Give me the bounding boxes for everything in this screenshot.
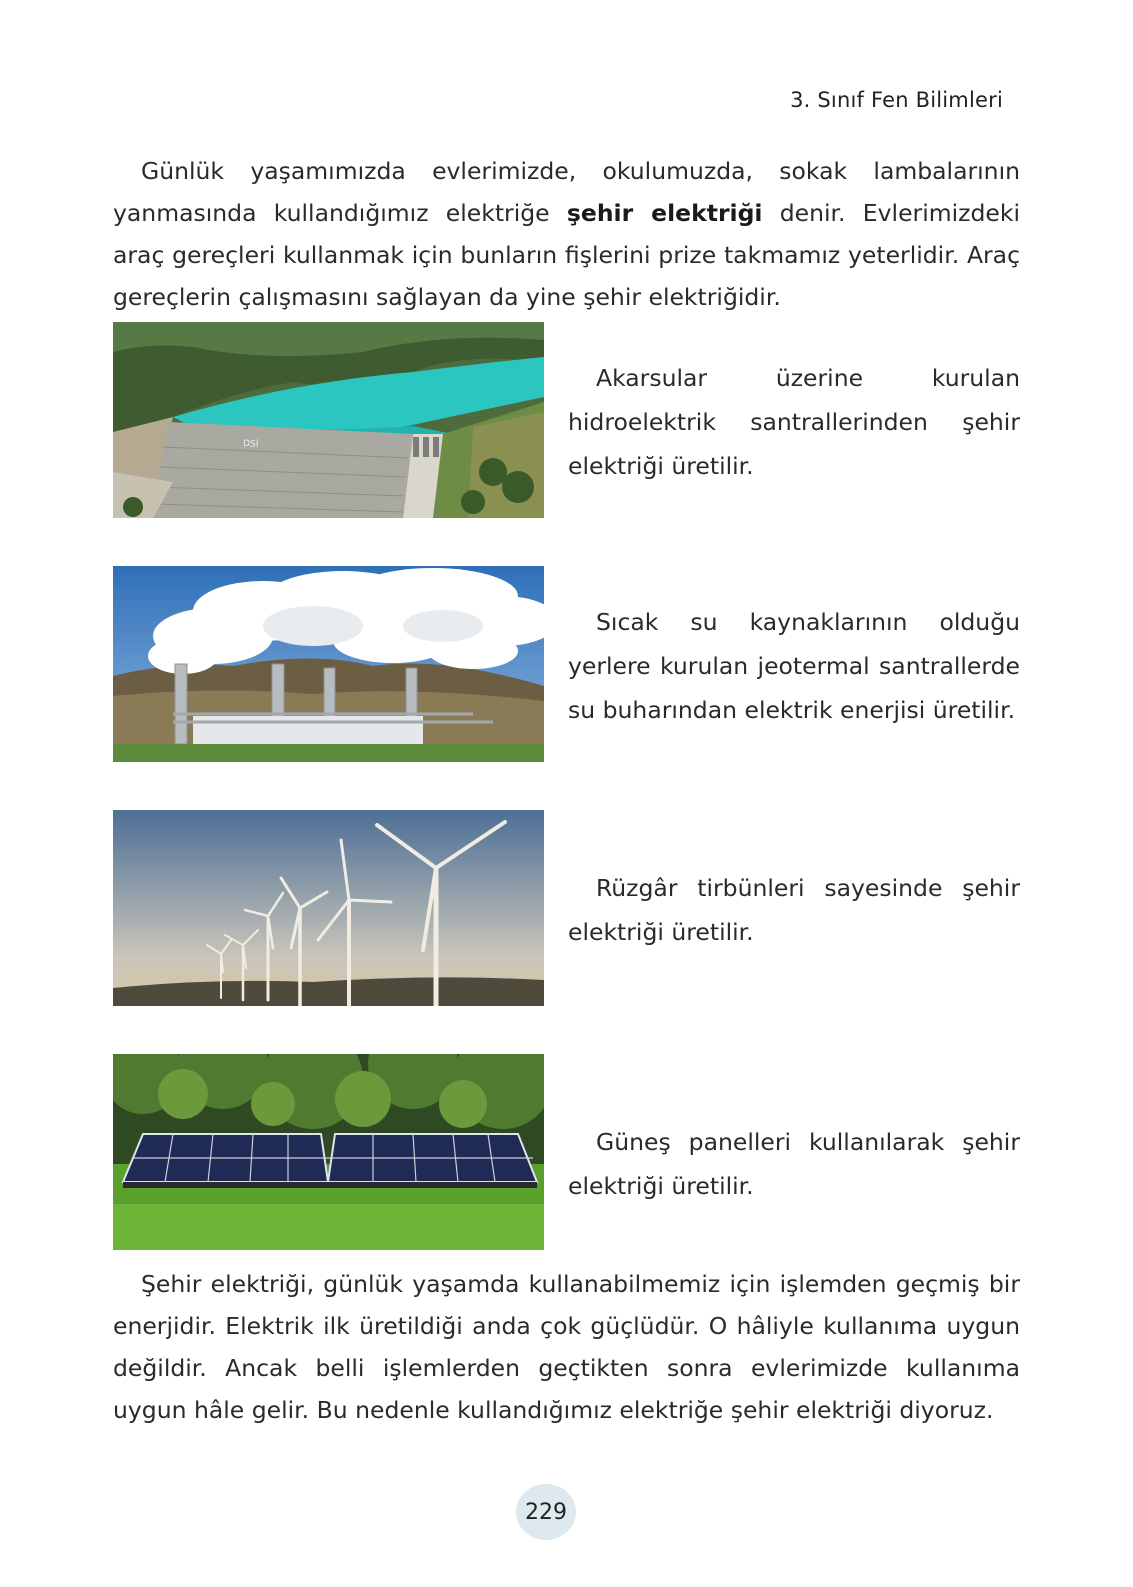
wind-turbines-photo [113,810,544,1006]
solar-panels-photo [113,1054,544,1250]
dam-label: DSİ [242,439,259,450]
wind-turbines-illustration [113,810,544,1006]
geothermal-plant-photo [113,566,544,762]
intro-paragraph [113,150,1020,318]
intro-text-end: denir. Evlerimizdeki araç gereçleri kullanmak için bunların fişlerini prize takmamız yeterlidir. Araç gereçlerin çalışmasını sağlayan da yine şehir elektriğidir. [113,199,1020,311]
geothermal-caption: Sıcak su kaynaklarının olduğu yerlere kurulan jeotermal santrallerde su buharından elektrik enerjisi üretilir. [568,608,1020,724]
book-title: 3. Sınıf Fen Bilimleri [790,88,1003,112]
hydroelectric-dam-photo [113,322,544,518]
intro-text-start: Günlük yaşamımızda evlerimizde, okulumuzda, sokak lambalarının yanmasında kullandığımız elektriğe [113,157,1020,227]
hydroelectric-caption: Akarsular üzerine kurulan hidroelektrik santrallerinden şehir elektriği üretilir. [568,364,1020,480]
intro-bold-term: şehir elektriği [566,199,763,227]
closing-paragraph: Şehir elektriği, günlük yaşamda kullanabilmemiz için işlemden geçmiş bir enerjidir. Elektrik ilk üretildiği anda çok güçlüdür. O hâliyle kullanıma uygun değildir. Ancak belli işlemlerden geçtikten sonra evlerimizde kullanıma uygun hâle gelir. Bu nedenle kullandığımız elektriğe şehir elektriği diyoruz. [113,1270,1020,1424]
geothermal-plant-illustration [113,566,544,762]
hydroelectric-dam-illustration [113,322,544,518]
wind-caption: Rüzgâr tirbünleri sayesinde şehir elektriği üretilir. [568,874,1020,946]
page-number: 229 [516,1484,576,1540]
solar-panels-illustration [113,1054,544,1250]
solar-caption: Güneş panelleri kullanılarak şehir elektriği üretilir. [568,1128,1020,1200]
